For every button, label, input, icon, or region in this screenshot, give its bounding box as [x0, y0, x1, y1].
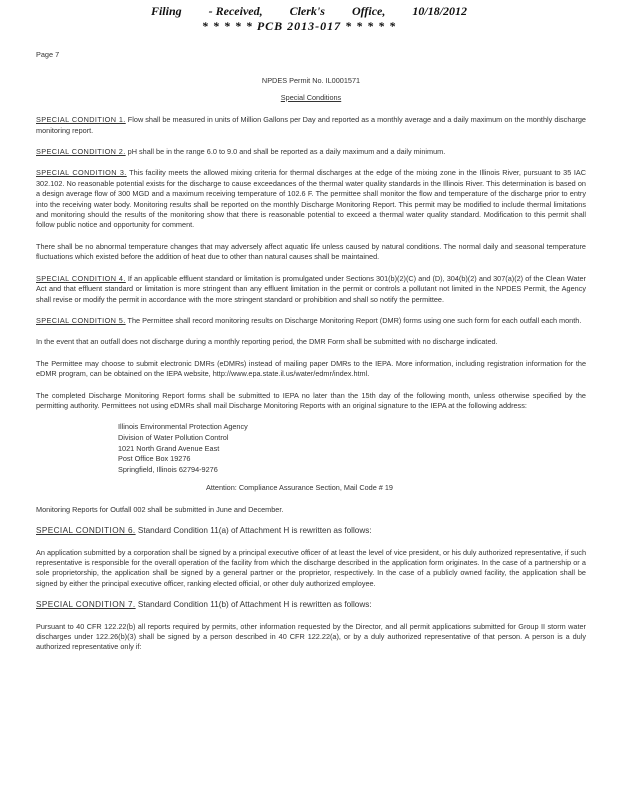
- clerk-filing-stamp: [0, 4, 618, 34]
- address-line: Division of Water Pollution Control: [118, 432, 229, 442]
- special-condition-5: [36, 316, 586, 326]
- stamp-line-2: * * * * * PCB 2013-017 * * * * *: [201, 19, 397, 33]
- special-condition-3: [36, 168, 586, 230]
- stamp-word: Clerk's: [289, 4, 325, 18]
- special-condition-2: [36, 147, 586, 157]
- address-line: Post Office Box 19276: [118, 454, 191, 464]
- stamp-word: Filing: [150, 4, 182, 18]
- section-title: Special Conditions: [280, 92, 342, 102]
- document-page: [36, 50, 586, 664]
- condition-label: SPECIAL CONDITION 7.: [36, 600, 136, 610]
- paragraph-outfall: Monitoring Reports for Outfall 002 shall be submitted in June and December.: [36, 504, 284, 514]
- special-condition-1: [36, 115, 586, 136]
- permit-number: NPDES Permit No. IL0001571: [261, 76, 361, 86]
- condition-label: SPECIAL CONDITION 1.: [36, 115, 126, 125]
- paragraph-abnormal-temperature: There shall be no abnormal temperature changes that may adversely affect aquatic life unless caused by natural conditions. The normal daily and seasonal temperature fluctuations which existed before the addition of heat due to other than natural causes shall be maintained.: [36, 241, 586, 262]
- paragraph-completed-dmr: The completed Discharge Monitoring Report forms shall be submitted to IEPA no later than the 15th day of the following month, unless otherwise specified by the permitting authority. Permittees not using eDMRs shall mail Discharge Monitoring Reports with an original signature to the IEPA at the following address:: [36, 390, 586, 410]
- condition-text: pH shall be in the range 6.0 to 9.0 and shall be reported as a daily maximum and a daily minimum.: [125, 147, 446, 157]
- address-line: 1021 North Grand Avenue East: [118, 443, 220, 453]
- special-condition-4: [36, 274, 586, 305]
- condition-text: The Permittee shall record monitoring results on Discharge Monitoring Report (DMR) forms using one such form for each outfall each month.: [125, 315, 582, 325]
- condition-label: SPECIAL CONDITION 5.: [36, 315, 126, 325]
- condition-text: Standard Condition 11(a) of Attachment H is rewritten as follows:: [135, 526, 372, 536]
- mailing-address: [118, 422, 586, 475]
- paragraph-no-discharge: In the event that an outfall does not discharge during a monthly reporting period, the DMR Form shall be submitted with no discharge indicated.: [36, 337, 498, 347]
- condition-text: Flow shall be measured in units of Million Gallons per Day and reported as a monthly average and a daily maximum on the monthly discharge monitoring report.: [36, 115, 586, 135]
- condition-text: This facility meets the allowed mixing criteria for thermal discharges at the edge of the mixing zone in the Illinois River, pursuant to 35 IAC 302.102. No reasonable potential exists for the discharge to cause exceedances of the thermal water quality standards in the Illinois River. This determination is based on a design average flow of 300 MGD and a maximum receiving temperature of 102.6 F. The permittee shall monitor the flow and temperature of the discharge prior to entry into the receiving water body. Monitoring results shall be reported on the monthly Discharge Monitoring Report. This permit may be modified to include thermal limitations and monitoring should the results of the monitoring show that there is reasonable potential to exceed a thermal water quality standard. Modification to this permit shall follow public notice and opportunity for comment.: [36, 168, 586, 230]
- stamp-word: Office,: [351, 4, 386, 18]
- condition-text: If an applicable effluent standard or limitation is promulgated under Sections 301(b)(2)(C) and (D), 304(b)(2) and 307(a)(2) of the Clean Water Act and that effluent standard or limitation is more stringent than any effluent limitation in the permit or controls a pollutant not limited in the NPDES Permit, the Agency shall revise or modify the permit in accordance with the more stringent standard or prohibition and shall so notify the permittee.: [36, 273, 586, 304]
- stamp-word: - Received,: [208, 4, 263, 18]
- paragraph-application-signature: An application submitted by a corporation shall be signed by a principal executive officer of at least the level of vice president, or his duly authorized representative, if such representative is responsible for the overall operation of the facility from which the discharge described in the application form originates. In the case of a partnership or a sole proprietorship, the application shall be signed by a general partner or the proprietor, respectively. In the case of a publicly owned facility, the application shall be signed by either the principal executive officer, ranking elected official, or other duly authorized employee.: [36, 547, 586, 588]
- condition-text: Standard Condition 11(b) of Attachment H is rewritten as follows:: [135, 600, 372, 610]
- paragraph-reports-signature: Pursuant to 40 CFR 122.22(b) all reports required by permits, other information requested by the Director, and all permit applications submitted for Group II storm water discharges under 122.26(b)(3) shall be signed by a person described in 40 CFR 122.22(a), or by a duly authorized representative of that person. A person is a duly authorized representative only if:: [36, 621, 586, 652]
- attention-line: Attention: Compliance Assurance Section, Mail Code # 19: [206, 483, 393, 493]
- address-line: Springfield, Illinois 62794-9276: [118, 464, 218, 474]
- stamp-date: 10/18/2012: [412, 4, 468, 18]
- condition-label: SPECIAL CONDITION 2.: [36, 147, 126, 157]
- stamp-line-1: [0, 4, 618, 19]
- page-number: Page 7: [36, 50, 60, 59]
- condition-label: SPECIAL CONDITION 3.: [36, 168, 127, 178]
- special-condition-6: [36, 526, 586, 536]
- condition-label: SPECIAL CONDITION 4.: [36, 273, 126, 283]
- paragraph-edmr: The Permittee may choose to submit electronic DMRs (eDMRs) instead of mailing paper DMRs to the IEPA. More information, including registration information for the eDMR program, can be obtained on the IEPA website, http://www.epa.state.il.us/water/edmr/index.html.: [36, 358, 586, 379]
- condition-label: SPECIAL CONDITION 6.: [36, 526, 136, 536]
- special-condition-7: [36, 600, 586, 610]
- address-line: Illinois Environmental Protection Agency: [118, 422, 248, 432]
